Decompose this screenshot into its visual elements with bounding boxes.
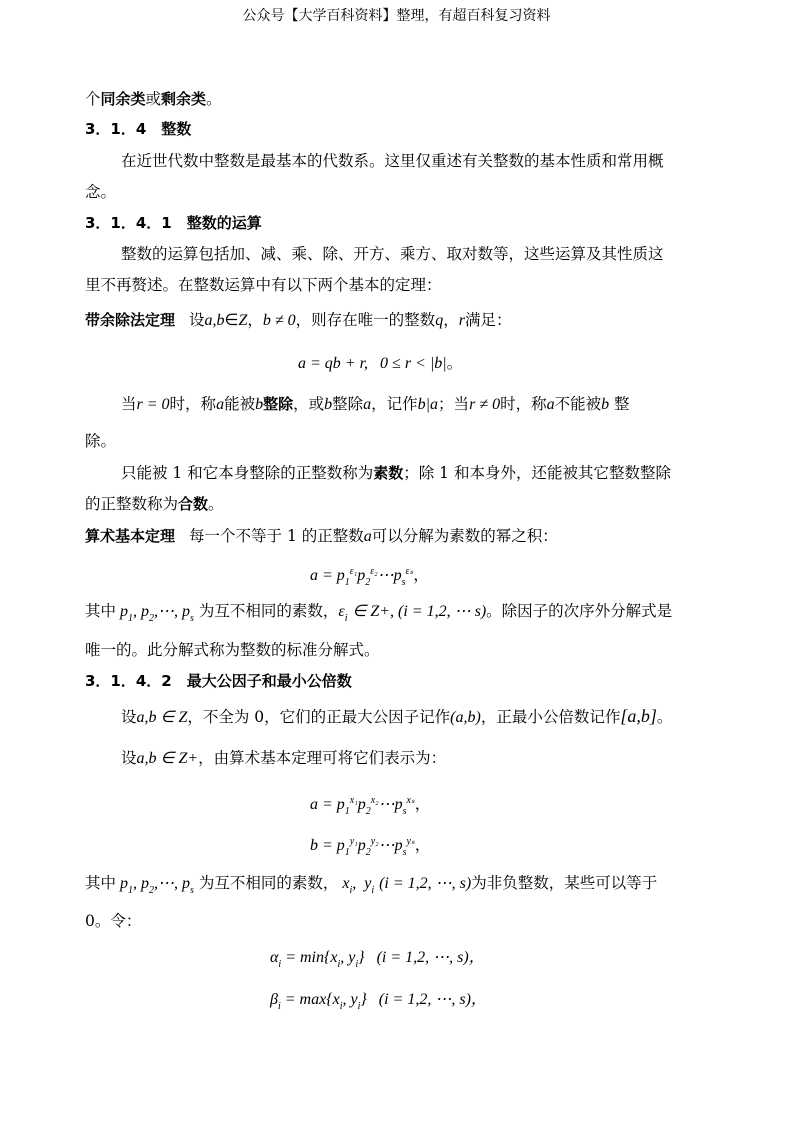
- math: a,b ∈ Z: [136, 709, 188, 726]
- math: a =: [310, 796, 337, 813]
- divides-paragraph-line1: [121, 393, 630, 416]
- text: ，不全为 0，它们的正最大公因子记作: [187, 708, 451, 726]
- theorem-name: 带余除法定理: [85, 311, 176, 329]
- text: ，或: [293, 395, 325, 413]
- text: 。: [446, 355, 463, 372]
- math: ∈: [224, 312, 239, 329]
- math: $x_i$, $y_i$: [338, 875, 375, 896]
- math: }: [358, 949, 365, 966]
- page-header: 公众号【大学百科资料】整理，有超百科复习资料: [242, 8, 551, 24]
- factorization-note-line2: 唯一的。此分解式称为整数的标准分解式。: [85, 641, 380, 659]
- text: 其中: [85, 602, 117, 620]
- text: 满足：: [464, 311, 512, 329]
- nonneg-note-line1: [85, 872, 657, 902]
- text: 。: [656, 708, 673, 726]
- math: b ≠ 0: [262, 312, 296, 329]
- math: r = 0: [136, 396, 170, 413]
- math: a: [363, 396, 372, 413]
- theorem-name: 算术基本定理: [85, 527, 176, 545]
- positive-integers-line: [121, 747, 446, 770]
- text: ，正最小公倍数记作: [480, 708, 621, 726]
- fundamental-theorem-line: [85, 525, 558, 548]
- math: (a,b): [450, 709, 481, 726]
- division-equation: [298, 350, 463, 373]
- math: a = qb + r,: [298, 355, 369, 372]
- text: ，: [413, 567, 430, 584]
- math: $p_1$, $p_2,\cdots$, $p_s$: [116, 603, 194, 624]
- text: 的正整数称为: [85, 495, 179, 513]
- text: 当: [121, 395, 137, 413]
- math: b: [255, 396, 264, 413]
- term-residue-class: 剩余类: [161, 90, 207, 108]
- text: ，: [247, 311, 263, 329]
- math: b: [324, 396, 333, 413]
- math: 0 ≤ r < |b|: [380, 355, 447, 372]
- intro-paragraph-line2: 念。: [85, 183, 117, 201]
- math: q: [435, 312, 444, 329]
- text: 设: [189, 311, 205, 329]
- math: a,b: [204, 312, 225, 329]
- intro-paragraph-line1: 在近世代数中整数是最基本的代数系。这里仅重述有关整数的基本性质和常用概: [121, 152, 664, 170]
- text: ，则存在唯一的整数: [295, 311, 436, 329]
- math: a: [546, 396, 555, 413]
- math: r: [458, 312, 465, 329]
- a-factorization-equation: $a = p_1^{x_1}p_2^{x_2}\cdots p_s^{x_s}$，: [310, 795, 431, 817]
- prime-paragraph-line1: [121, 462, 671, 484]
- math: [a,b]: [620, 706, 657, 726]
- factorization-equation: $a = p_1^{\varepsilon_1}p_2^{\varepsilon_2}\cdots p_s^{\varepsilon_s}$，: [310, 566, 430, 588]
- section-heading-3-1-4-2: 3．1．4．2 最大公因子和最小公倍数: [85, 672, 352, 690]
- text: 整: [614, 395, 630, 413]
- continuation-line: [85, 88, 222, 110]
- text: 只能被 1 和它本身整除的正整数称为: [121, 464, 374, 482]
- math: , y: [340, 949, 356, 966]
- prime-paragraph-line2: [85, 493, 224, 515]
- math: a,b ∈ Z+: [136, 750, 199, 767]
- math: α: [270, 949, 279, 966]
- text: 为非负整数，某些可以等于: [471, 874, 658, 892]
- math: b =: [310, 837, 337, 854]
- term-composite: 合数: [178, 495, 209, 513]
- ops-paragraph-line1: 整数的运算包括加、减、乘、除、开方、乘方、取对数等，这些运算及其性质这: [121, 245, 664, 263]
- text: 。: [208, 495, 224, 513]
- text: 能被: [224, 395, 256, 413]
- text: ；当: [438, 395, 470, 413]
- gcd-definition-line: [121, 705, 672, 729]
- math: a =: [310, 567, 337, 584]
- math: }: [360, 991, 367, 1008]
- text: 可以分解为素数的幂之积：: [371, 527, 558, 545]
- text: ，: [414, 837, 431, 854]
- term-congruence-class: 同余类: [100, 90, 146, 108]
- math: a: [363, 528, 372, 545]
- text: 设: [121, 749, 137, 767]
- b-factorization-equation: $b = p_1^{y_1}p_2^{y_2}\cdots p_s^{y_s}$，: [310, 836, 431, 858]
- math: , y: [342, 991, 358, 1008]
- math: ∈ Z+, (i = 1,2, ⋯ s): [352, 603, 487, 620]
- beta-definition: $\beta_i = \max\{x_i$, $y_i$} (i = 1,2, ⋯, s)，: [270, 991, 487, 1012]
- section-heading-3-1-4: 3．1．4 整数: [85, 120, 192, 138]
- text: 。: [206, 90, 222, 108]
- text: 设: [121, 708, 137, 726]
- math: β: [270, 991, 278, 1008]
- term-prime: 素数: [373, 464, 404, 482]
- text: ，记作: [371, 395, 418, 413]
- text: 。除因子的次序外分解式是: [486, 602, 673, 620]
- ops-paragraph-line2: 里不再赘述。在整数运算中有以下两个基本的定理：: [85, 276, 442, 294]
- text: ，: [443, 311, 459, 329]
- alpha-definition: $\alpha_i = \min\{x_i$, $y_i$} (i = 1,2, ⋯, s)，: [270, 949, 485, 970]
- math: Z: [238, 312, 248, 329]
- nonneg-note-line2: 0。令：: [85, 912, 142, 930]
- division-theorem-line: [85, 309, 511, 332]
- divides-paragraph-line2: 除。: [85, 432, 117, 450]
- math: a: [216, 396, 225, 413]
- text: ；除 1 和本身外，还能被其它整数整除: [403, 464, 671, 482]
- text: 其中: [85, 874, 117, 892]
- factorization-note-line1: [85, 600, 672, 630]
- term-divides: 整除: [263, 395, 294, 413]
- math: $p_1$, $p_2,\cdots$, $p_s$: [116, 875, 194, 896]
- math: (i = 1,2, ⋯, s)，: [378, 991, 487, 1008]
- text: 为互不相同的素数，: [198, 602, 339, 620]
- text: 整除: [332, 395, 364, 413]
- math: $\varepsilon_i$: [338, 603, 348, 624]
- text: ，由算术基本定理可将它们表示为：: [198, 749, 447, 767]
- math: r ≠ 0: [469, 396, 501, 413]
- text: 为互不相同的素数，: [198, 874, 339, 892]
- math: b: [601, 396, 610, 413]
- math: (i = 1,2, ⋯, s)，: [376, 949, 485, 966]
- section-heading-3-1-4-1: 3．1．4．1 整数的运算: [85, 214, 262, 232]
- text: 每一个不等于 1 的正整数: [189, 527, 364, 545]
- math: = min{x: [285, 949, 338, 966]
- text: 个: [85, 90, 101, 108]
- math: b|a: [417, 396, 439, 413]
- text: 或: [145, 90, 162, 108]
- math: = max{x: [284, 991, 340, 1008]
- math: (i = 1,2, ⋯, s): [379, 875, 472, 892]
- text: ，: [414, 796, 431, 813]
- text: 时，称: [500, 395, 547, 413]
- text: 不能被: [554, 395, 602, 413]
- text: 时，称: [169, 395, 217, 413]
